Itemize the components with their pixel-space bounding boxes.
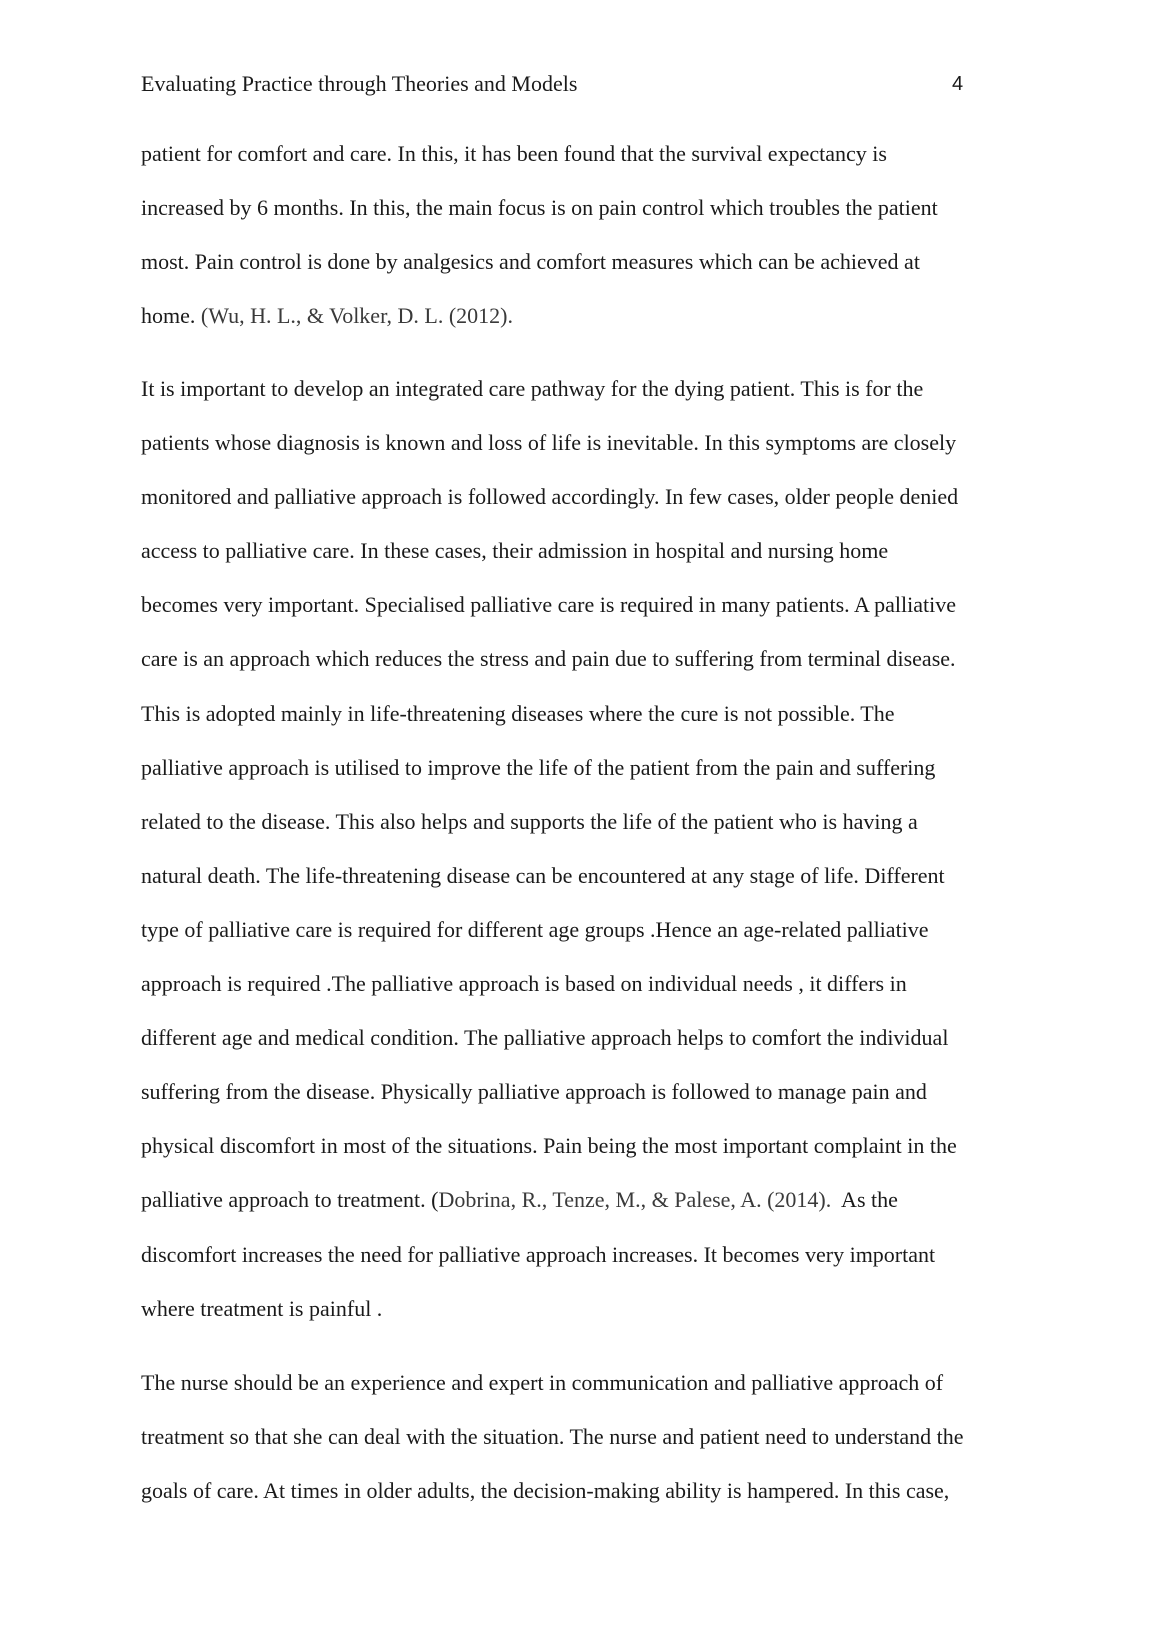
text-line: physical discomfort in most of the situations. Pain being the most important complaint in the [141,1133,957,1159]
text-line: most. Pain control is done by analgesics and comfort measures which can be achieved at [141,249,920,275]
text-fragment: As the [831,1187,898,1213]
text-line: natural death. The life-threatening disease can be encountered at any stage of life. Different [141,862,945,888]
text-line: approach is required .The palliative approach is based on individual needs , it differs in [141,971,907,997]
text-line: patients whose diagnosis is known and loss of life is inevitable. In this symptoms are closely [141,430,957,456]
text-line: type of palliative care is required for different age groups .Hence an age-related palliative [141,916,929,942]
citation: (Wu, H. L., & Volker, D. L. (2012). [200,303,513,329]
text-line: palliative approach is utilised to improve the life of the patient from the pain and suffering [141,754,936,780]
paragraph-3 [141,1356,1041,1518]
page-number: 4 [952,73,964,95]
text-line: suffering from the disease. Physically palliative approach is followed to manage pain and [141,1079,927,1105]
text-line: goals of care. At times in older adults, the decision-making ability is hampered. In this case, [141,1478,950,1504]
text-line: care is an approach which reduces the stress and pain due to suffering from terminal disease. [141,646,956,672]
running-head: Evaluating Practice through Theories and Models [141,71,578,96]
text-line: increased by 6 months. In this, the main focus is on pain control which troubles the patient [141,195,938,221]
text-line: where treatment is painful . [141,1295,383,1321]
text-line: access to palliative care. In these cases, their admission in hospital and nursing home [141,538,889,564]
text-line: It is important to develop an integrated care pathway for the dying patient. This is for the [141,376,924,401]
paragraph-2 [141,362,1041,1336]
text-line: different age and medical condition. The palliative approach helps to comfort the individual [141,1025,949,1051]
text-line [141,289,1041,343]
text-line: This is adopted mainly in life-threatening diseases where the cure is not possible. The [141,700,895,726]
citation: Dobrina, R., Tenze, M., & Palese, A. (2014). [438,1187,832,1213]
text-line: monitored and palliative approach is followed accordingly. In few cases, older people denied [141,484,959,510]
text-fragment: home. [141,303,201,329]
text-line [141,1173,1041,1227]
text-line: treatment so that she can deal with the situation. The nurse and patient need to understand the [141,1424,964,1450]
paragraph-1 [141,127,1041,343]
text-fragment: palliative approach to treatment. ( [141,1187,439,1213]
text-line: related to the disease. This also helps and supports the life of the patient who is having a [141,808,918,834]
text-line: patient for comfort and care. In this, it has been found that the survival expectancy is [141,141,887,166]
text-line: discomfort increases the need for palliative approach increases. It becomes very important [141,1241,936,1267]
text-line: The nurse should be an experience and expert in communication and palliative approach of [141,1370,944,1395]
text-line: becomes very important. Specialised palliative care is required in many patients. A palliative [141,592,956,618]
